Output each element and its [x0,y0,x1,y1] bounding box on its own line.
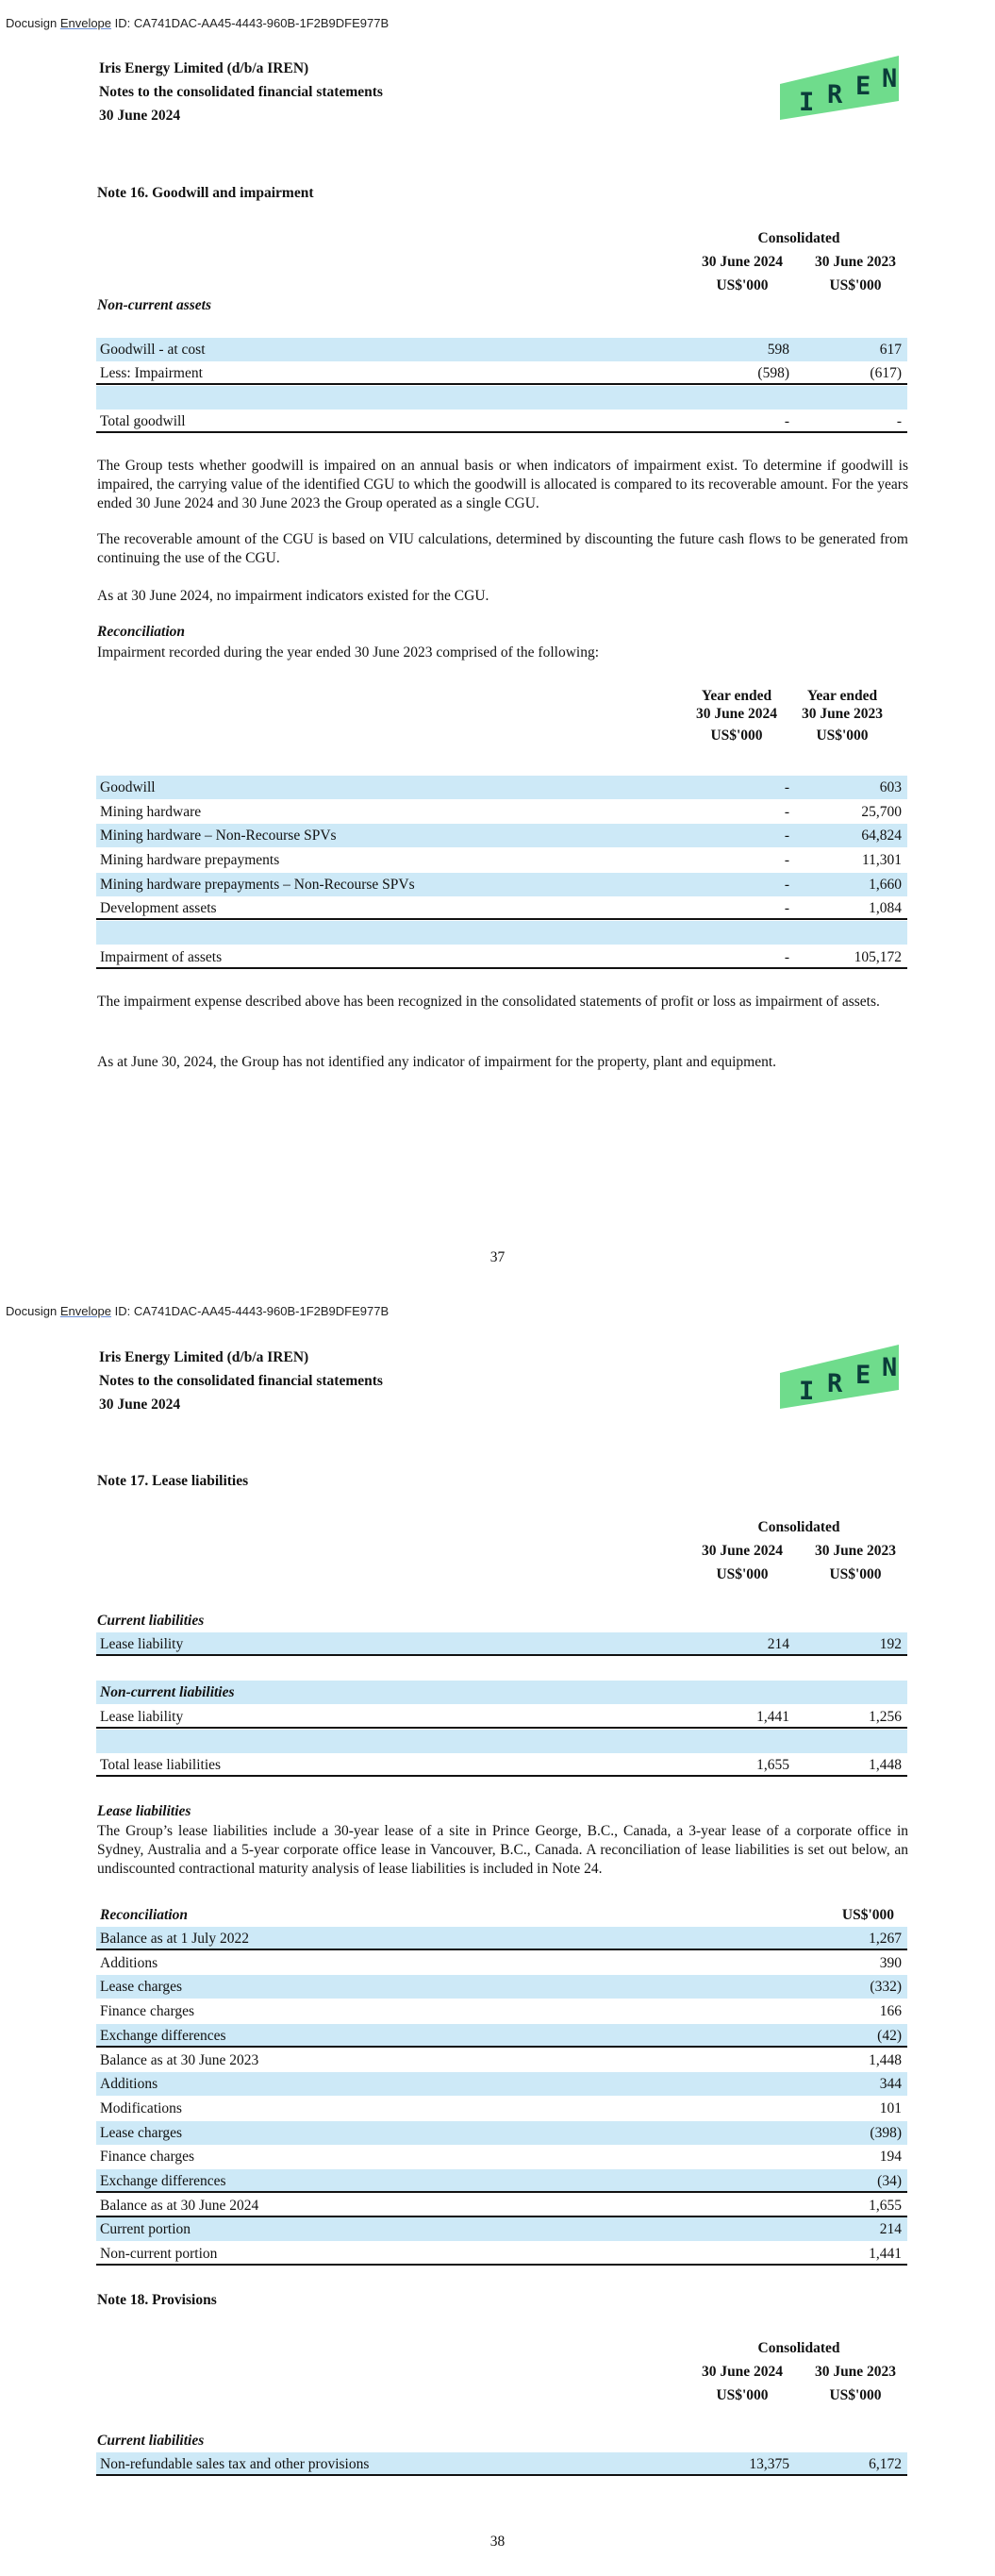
row-label: Less: Impairment [100,365,203,381]
col1-unit: US$'000 [716,2387,769,2403]
impairment-total-row [96,945,907,969]
row-value: 194 [879,2149,902,2165]
row-label: Goodwill - at cost [100,342,206,358]
consolidated-header [686,2336,912,2360]
row-value: 344 [879,2076,902,2092]
row-label: Finance charges [100,2149,194,2165]
ppe-paragraph: As at June 30, 2024, the Group has not identified any indicator of impairment for the property, plant and equipment. [97,1054,777,1070]
lease-paragraph: The Group’s lease liabilities include a 30-year lease of a site in Prince George, B.C., Canada, a 3-year lease of a corporate office in Sydney, Australia and a 5-year corporate office lease in Vancouver, B.C., Canada. A reconciliation of lease liabilities is set out below, an undiscounted contractional maturity analysis of lease liabilities is included in Note 24. [97,1823,908,1877]
impairment-row [96,776,907,799]
recon-head: Reconciliation [100,1907,188,1923]
row-label: Mining hardware prepayments – Non-Recourse SPVs [100,877,415,893]
row-value-2023: 603 [879,779,902,795]
row-label: Lease liability [100,1709,184,1725]
col2-header [799,1539,912,1586]
recon-row [96,2049,907,2072]
row-value-2023: 11,301 [861,852,902,868]
row-value: 1,267 [869,1931,902,1947]
recon-header-row [96,1903,907,1927]
ye-col1-label: Year ended [701,688,772,704]
recon-row [96,2169,907,2193]
col1-unit: US$'000 [716,1566,769,1582]
page-38 [0,1302,995,2576]
note18-title: Note 18. Provisions [97,2292,217,2308]
logo-letter-i: I [799,1377,815,1406]
lease-liabilities-head: Lease liabilities [97,1803,191,1819]
col2-unit: US$'000 [829,2387,882,2403]
col1-unit: US$'000 [716,277,769,293]
row-value-2023: - [896,413,902,429]
company-name: Iris Energy Limited (d/b/a IREN) [99,60,309,76]
row-label: Development assets [100,900,217,916]
row-value: (34) [877,2173,902,2189]
recon-row [96,2097,907,2120]
recon-row [96,2217,907,2241]
recon-row [96,2242,907,2266]
ye-col1-unit: US$'000 [710,728,763,744]
page-number: 38 [489,2534,506,2550]
goodwill-paragraph-2: The recoverable amount of the CGU is based on VIU calculations, determined by discounting the future cash flows to be generated from continuing the use of the CGU. [97,531,908,566]
row-label: Additions [100,1955,158,1971]
col1-date: 30 June 2024 [701,1543,784,1559]
impairment-row [96,848,907,872]
statement-subtitle: Notes to the consolidated financial statements [99,1373,383,1389]
col1-header [686,2360,799,2407]
row-label: Finance charges [100,2003,194,2019]
spacer-row [96,386,907,410]
row-value-2024: - [784,828,789,844]
ye-col2-date: 30 June 2023 [801,706,884,722]
logo-letter-n: N [882,1353,898,1382]
col1-date: 30 June 2024 [701,254,784,270]
row-label: Exchange differences [100,2173,226,2189]
recon-row [96,2145,907,2168]
row-value-2024: - [784,949,789,965]
statement-date: 30 June 2024 [99,108,181,124]
envelope-id [6,16,389,30]
row-value-2023: 25,700 [861,804,902,820]
row-value-2024: - [784,877,789,893]
col1-header [686,1539,799,1586]
row-label: Modifications [100,2100,182,2116]
row-value-2024: 598 [767,342,789,358]
envelope-prefix: Docusign [6,16,60,30]
logo-letter-n: N [882,64,898,93]
row-value-2023: 1,448 [869,1757,902,1773]
row-value-2024: 1,655 [756,1757,789,1773]
col2-date: 30 June 2023 [814,2364,897,2380]
row-value-2024: - [784,804,789,820]
row-value: 1,448 [869,2052,902,2068]
spacer-row [96,1730,907,1753]
row-value-2023: 1,660 [869,877,902,893]
row-value-2023: 105,172 [854,949,902,965]
row-value-2024: - [784,900,789,916]
col2-unit: US$'000 [829,1566,882,1582]
row-value-2023: 192 [879,1636,902,1652]
col2-header [799,250,912,297]
row-label: Additions [100,2076,158,2092]
impairment-paragraph: The impairment expense described above has been recognized in the consolidated statements of profit or loss as impairment of assets. [97,994,880,1010]
ye-col1-header [680,687,793,744]
impairment-row [96,824,907,847]
current-lease-row [96,1632,907,1656]
consolidated-label: Consolidated [757,230,840,246]
statement-date: 30 June 2024 [99,1397,181,1413]
row-label: Lease charges [100,1979,183,1995]
total-lease-row [96,1753,907,1777]
recon-row [96,2121,907,2145]
row-value: (332) [870,1979,902,1995]
col2-unit: US$'000 [829,277,882,293]
row-label: Total goodwill [100,413,186,429]
note16-title: Note 16. Goodwill and impairment [97,185,314,201]
col2-date: 30 June 2023 [814,254,897,270]
consolidated-header [686,226,912,250]
row-label: Mining hardware prepayments [100,852,280,868]
row-value: 1,441 [869,2246,902,2262]
recon-row [96,1951,907,1975]
row-label: Mining hardware – Non-Recourse SPVs [100,828,337,844]
envelope-id-value: ID: CA741DAC-AA45-4443-960B-1F2B9DFE977B [111,1304,390,1318]
impairment-row [96,896,907,920]
iren-logo [771,52,908,120]
row-value: 1,655 [869,2198,902,2214]
row-value: (398) [870,2125,902,2141]
recon-row [96,2072,907,2096]
ye-col1-date: 30 June 2024 [695,706,778,722]
row-label: Non-current portion [100,2246,218,2262]
company-header [99,57,383,127]
col2-header [799,2360,912,2407]
noncurrent-lease-row [96,1705,907,1729]
logo-letter-r: R [827,80,843,109]
reconciliation-head: Reconciliation [97,624,185,640]
row-value-2023: (617) [870,365,902,381]
recon-unit: US$'000 [841,1907,894,1923]
consolidated-label: Consolidated [757,2340,840,2356]
goodwill-paragraph-1: The Group tests whether goodwill is impaired on an annual basis or when indicators of impairment exist. To determine if goodwill is impaired, the carrying value of the identified CGU to which the goodwill is allocated is compared to its recoverable amount. For the years ended 30 June 2024 and 30 June 2023 the Group operated as a single CGU. [97,458,908,511]
noncurrent-liabilities-head-row [96,1681,907,1704]
provisions-row [96,2452,907,2476]
envelope-prefix: Docusign [6,1304,60,1318]
recon-row [96,1999,907,2023]
impairment-row [96,800,907,824]
goodwill-paragraph-3: As at 30 June 2024, no impairment indicators existed for the CGU. [97,588,489,604]
noncurrent-liabilities-head: Non-current liabilities [100,1684,235,1700]
row-label: Impairment of assets [100,949,223,965]
note17-title: Note 17. Lease liabilities [97,1473,249,1489]
noncurrent-assets-head: Non-current assets [97,297,212,313]
ye-col2-unit: US$'000 [816,728,869,744]
row-value-2023: 6,172 [869,2456,902,2472]
recon-row [96,1927,907,1950]
logo-letter-i: I [799,88,815,117]
row-value-2024: - [784,413,789,429]
prov-current-head: Current liabilities [97,2433,205,2449]
row-label: Balance as at 30 June 2023 [100,2052,259,2068]
row-label: Balance as at 30 June 2024 [100,2198,259,2214]
goodwill-row [96,338,907,361]
envelope-id-value: ID: CA741DAC-AA45-4443-960B-1F2B9DFE977B [111,16,390,30]
row-value-2023: 1,084 [869,900,902,916]
col1-header [686,250,799,297]
row-value: (42) [877,2028,902,2044]
row-label: Lease liability [100,1636,184,1652]
ye-col2-header [786,687,899,744]
recon-row [96,2024,907,2048]
company-name: Iris Energy Limited (d/b/a IREN) [99,1349,309,1365]
row-value: 166 [879,2003,902,2019]
consolidated-header [686,1515,912,1539]
logo-letter-r: R [827,1369,843,1398]
logo-letter-e: E [855,1361,871,1390]
row-value-2024: - [784,779,789,795]
col1-date: 30 June 2024 [701,2364,784,2380]
row-value-2024: - [784,852,789,868]
page-number: 37 [489,1249,506,1265]
row-label: Exchange differences [100,2028,226,2044]
row-value-2023: 1,256 [869,1709,902,1725]
row-label: Mining hardware [100,804,202,820]
row-value-2024: 214 [767,1636,789,1652]
company-header [99,1346,383,1416]
row-value-2024: 13,375 [749,2456,789,2472]
consolidated-label: Consolidated [757,1519,840,1535]
logo-letter-e: E [855,72,871,101]
recon-row [96,2194,907,2217]
row-value-2024: 1,441 [756,1709,789,1725]
row-label: Balance as at 1 July 2022 [100,1931,249,1947]
statement-subtitle: Notes to the consolidated financial statements [99,84,383,100]
row-label: Current portion [100,2221,191,2237]
recon-row [96,1975,907,1999]
current-liabilities-head: Current liabilities [97,1613,205,1629]
impairment-row [96,873,907,896]
row-label: Non-refundable sales tax and other provisions [100,2456,370,2472]
col2-date: 30 June 2023 [814,1543,897,1559]
row-value-2023: 64,824 [861,828,902,844]
envelope-id [6,1304,389,1318]
envelope-word: Envelope [59,1304,112,1318]
row-value-2024: (598) [757,365,789,381]
row-label: Total lease liabilities [100,1757,222,1773]
row-value-2023: 617 [879,342,902,358]
row-value: 214 [879,2221,902,2237]
reconciliation-intro: Impairment recorded during the year ended 30 June 2023 comprised of the following: [97,644,600,661]
total-goodwill-row [96,410,907,433]
row-value: 390 [879,1955,902,1971]
row-label: Goodwill [100,779,156,795]
envelope-word: Envelope [59,16,112,30]
iren-logo [771,1341,908,1409]
row-label: Lease charges [100,2125,183,2141]
spacer-row [96,921,907,945]
impairment-row [96,361,907,385]
ye-col2-label: Year ended [806,688,878,704]
row-value: 101 [879,2100,902,2116]
